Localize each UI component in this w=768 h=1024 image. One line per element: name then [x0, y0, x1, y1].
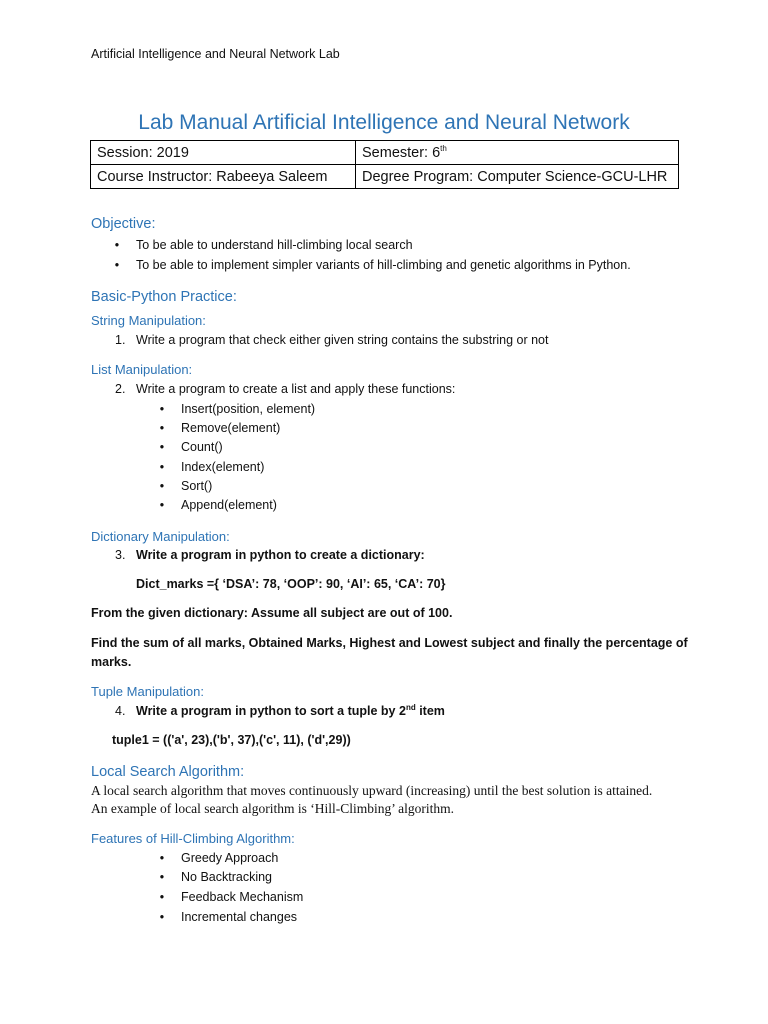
- feature-item: Greedy Approach: [181, 851, 279, 865]
- dictionary-code: Dict_marks ={ ‘DSA’: 78, ‘OOP’: 90, ‘AI’: 65, ‘CA’: 70}: [136, 577, 446, 591]
- tuple-code: tuple1 = (('a', 23),('b', 37),('c', 11), ('d',29)): [112, 733, 351, 747]
- tuple-manipulation-heading: Tuple Manipulation:: [91, 684, 204, 699]
- objective-item: To be able to implement simpler variants of hill-climbing and genetic algorithms in Python.: [136, 258, 631, 272]
- local-search-line1: A local search algorithm that moves continuously upward (increasing) until the best solution is attained.: [91, 783, 653, 798]
- list-function-item: Remove(element): [181, 421, 281, 435]
- dictionary-note: From the given dictionary: Assume all subject are out of 100.: [91, 606, 453, 620]
- dictionary-find-line2: marks.: [91, 655, 132, 669]
- list-manipulation-heading: List Manipulation:: [91, 362, 193, 377]
- list-function-item: Sort(): [181, 479, 213, 493]
- bullet-icon: •: [159, 479, 165, 493]
- bullet-icon: •: [159, 870, 165, 884]
- semester-text: Semester: 6: [362, 144, 441, 161]
- task-number: 3.: [115, 548, 126, 562]
- bullet-icon: •: [159, 421, 165, 435]
- session-cell: Session: 2019: [91, 141, 356, 165]
- list-function-item: Insert(position, element): [181, 402, 316, 416]
- degree-cell: Degree Program: Computer Science-GCU-LHR: [356, 165, 679, 189]
- dictionary-manipulation-heading: Dictionary Manipulation:: [91, 529, 230, 544]
- list-function-item: Index(element): [181, 460, 265, 474]
- task-number: 2.: [115, 382, 126, 396]
- feature-item: Feedback Mechanism: [181, 890, 304, 904]
- basic-python-heading: Basic-Python Practice:: [91, 289, 237, 305]
- tuple-task: [136, 704, 445, 718]
- semester-cell: [356, 141, 679, 165]
- bullet-icon: •: [159, 498, 165, 512]
- document-title: Lab Manual Artificial Intelligence and Neural Network: [138, 111, 630, 134]
- instructor-cell: Course Instructor: Rabeeya Saleem: [91, 165, 356, 189]
- tuple-task-suffix: item: [415, 704, 445, 718]
- task-number: 1.: [115, 333, 126, 347]
- task-number: 4.: [115, 704, 126, 718]
- list-function-item: Count(): [181, 440, 223, 454]
- list-function-item: Append(element): [181, 498, 277, 512]
- bullet-icon: •: [159, 440, 165, 454]
- bullet-icon: •: [159, 910, 165, 924]
- bullet-icon: •: [159, 402, 165, 416]
- dictionary-task: Write a program in python to create a dictionary:: [136, 548, 425, 562]
- bullet-icon: •: [159, 851, 165, 865]
- objective-heading: Objective:: [91, 216, 156, 232]
- bullet-icon: •: [114, 258, 120, 272]
- course-info-table: [90, 140, 679, 189]
- table-row: [91, 165, 679, 189]
- bullet-icon: •: [159, 460, 165, 474]
- running-header: Artificial Intelligence and Neural Network Lab: [91, 47, 340, 61]
- local-search-line2: An example of local search algorithm is ‘Hill-Climbing’ algorithm.: [91, 801, 455, 816]
- string-task: Write a program that check either given string contains the substring or not: [136, 333, 549, 347]
- tuple-task-text: Write a program in python to sort a tuple by 2: [136, 704, 406, 718]
- feature-item: No Backtracking: [181, 870, 273, 884]
- objective-item: To be able to understand hill-climbing local search: [136, 238, 413, 252]
- bullet-icon: •: [159, 890, 165, 904]
- dictionary-find-line1: Find the sum of all marks, Obtained Marks, Highest and Lowest subject and finally the percentage of: [91, 636, 688, 650]
- feature-item: Incremental changes: [181, 910, 298, 924]
- string-manipulation-heading: String Manipulation:: [91, 313, 206, 328]
- semester-superscript: th: [440, 143, 447, 153]
- features-heading: Features of Hill-Climbing Algorithm:: [91, 831, 295, 846]
- local-search-heading: Local Search Algorithm:: [91, 764, 245, 780]
- bullet-icon: •: [114, 238, 120, 252]
- list-task: Write a program to create a list and apply these functions:: [136, 382, 456, 396]
- tuple-task-superscript: nd: [405, 702, 416, 712]
- table-row: [91, 141, 679, 165]
